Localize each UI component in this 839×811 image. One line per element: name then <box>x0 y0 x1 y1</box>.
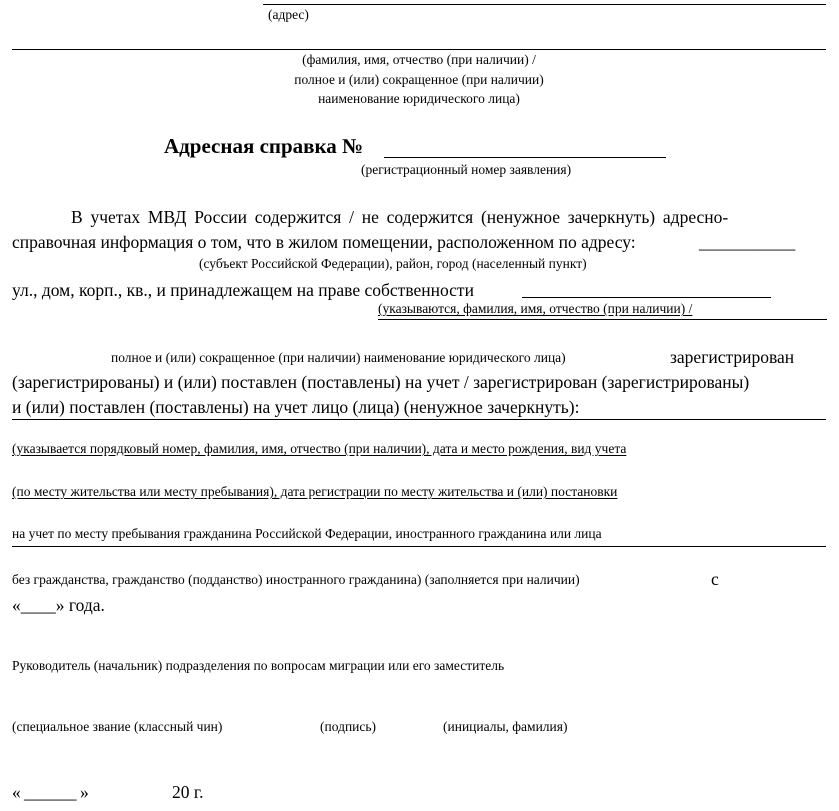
paragraph-2-line-1: ул., дом, корп., кв., и принадлежащем на праве собственности <box>12 280 474 300</box>
owner-line <box>522 297 771 298</box>
paragraph-1-line-2: справочная информация о том, что в жилом помещении, расположенном по адресу: <box>12 232 636 252</box>
name-caption-3: наименование юридического лица) <box>318 91 520 106</box>
paragraph-3-line-2: (зарегистрированы) и (или) поставлен (поставлены) на учет / зарегистрирован (зарегистрированы) <box>12 372 750 392</box>
signature-caption: (подпись) <box>320 719 377 734</box>
owner-caption-2: полное и (или) сокращенное (при наличии) наименование юридического лица) <box>111 350 566 365</box>
name-line <box>12 49 826 50</box>
owner-caption: (указываются, фамилия, имя, отчество (при наличии) / <box>378 301 693 316</box>
registration-number-line <box>384 157 666 158</box>
address-line <box>263 4 826 5</box>
address-blank: ___________ <box>699 232 796 252</box>
paragraph-3-line-3: и (или) поставлен (поставлены) на учет лицо (лица) (ненужное зачеркнуть): <box>12 397 580 417</box>
date-close-quote: » <box>80 782 89 802</box>
name-caption-2: полное и (или) сокращенное (при наличии) <box>294 72 544 87</box>
head-caption: Руководитель (начальник) подразделения по вопросам миграции или его заместитель <box>12 658 505 673</box>
owner-caption-line <box>378 319 827 320</box>
rank-caption: (специальное звание (классный чин) <box>12 719 223 734</box>
year-text: 20 г. <box>172 782 204 802</box>
initials-caption: (инициалы, фамилия) <box>443 719 568 734</box>
paragraph-3-line-1-tail: зарегистрирован <box>670 347 795 367</box>
address-caption: (адрес) <box>268 7 309 22</box>
person-caption-1: (указывается порядковый номер, фамилия, имя, отчество (при наличии), дата и место рождения, вид учета <box>12 441 627 456</box>
name-caption-1: (фамилия, имя, отчество (при наличии) / <box>302 52 536 67</box>
region-caption: (субъект Российской Федерации), район, город (населенный пункт) <box>199 256 587 271</box>
since-word: с <box>711 569 719 589</box>
person-caption-4: без гражданства, гражданство (подданство) иностранного гражданина) (заполняется при наличии) <box>12 572 580 587</box>
person-caption-2: (по месту жительства или месту пребывания), дата регистрации по месту жительства и (или) постановки <box>12 484 618 499</box>
date-blank: ______ <box>24 782 77 802</box>
registration-number-caption: (регистрационный номер заявления) <box>361 162 572 177</box>
since-date-line: «____» года. <box>12 595 105 615</box>
persons-line-2 <box>12 546 826 547</box>
paragraph-1-line-1: В учетах МВД России содержится / не содержится (ненужное зачеркнуть) адресно- <box>71 207 729 227</box>
person-caption-3: на учет по месту пребывания гражданина Российской Федерации, иностранного гражданина или лица <box>12 526 602 541</box>
date-open-quote: « <box>12 782 21 802</box>
persons-line-1 <box>12 419 826 420</box>
document-title: Адресная справка № <box>164 134 364 158</box>
